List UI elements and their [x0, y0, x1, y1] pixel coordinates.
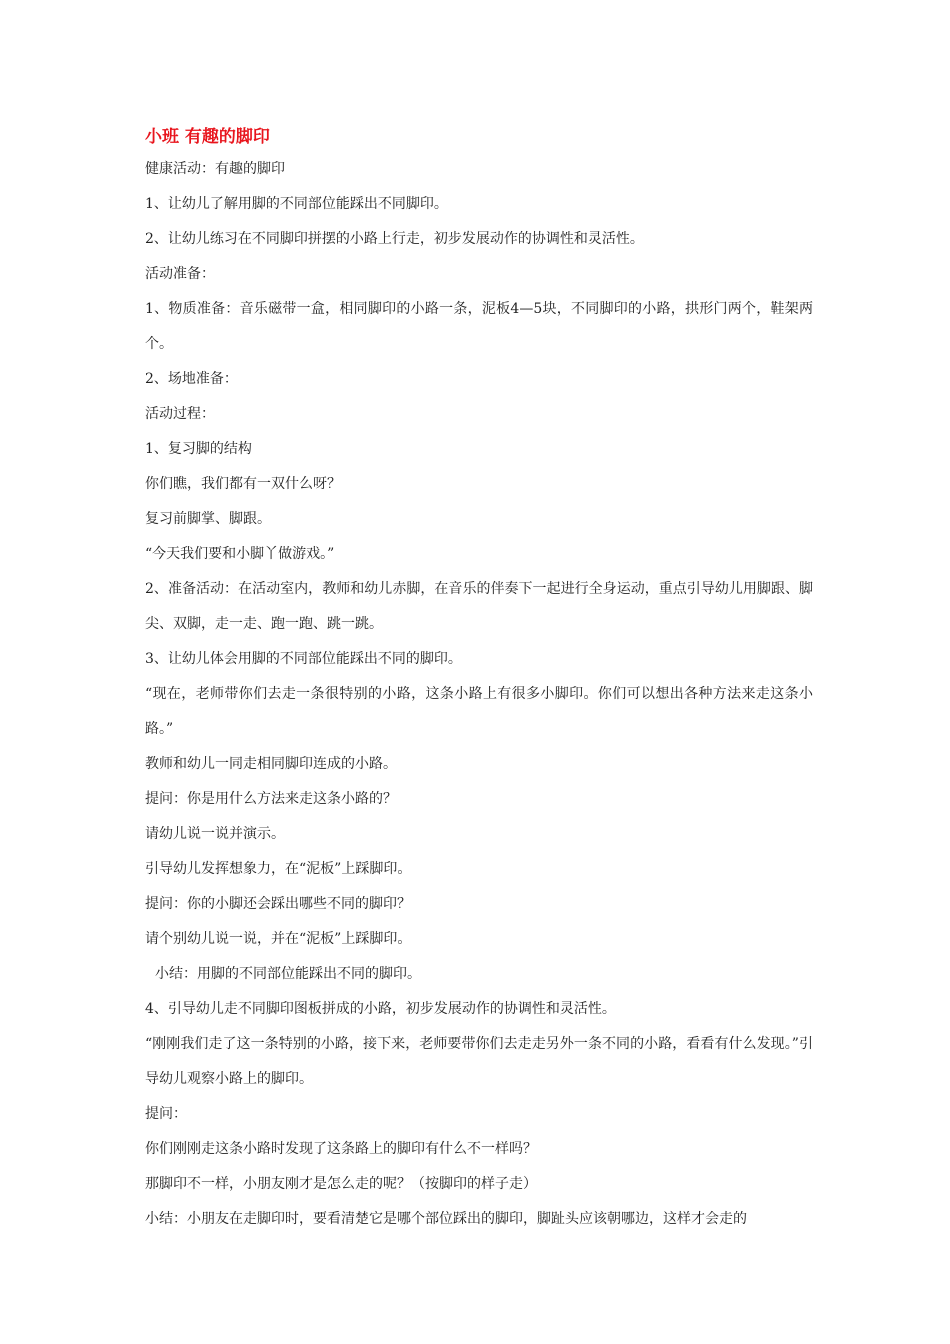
- paragraph-goal-1: 1、让幼儿了解用脚的不同部位能踩出不同脚印。: [145, 196, 448, 212]
- paragraph-review: 复习前脚掌、脚跟。: [145, 511, 271, 527]
- paragraph-goal-2: 2、让幼儿练习在不同脚印拼摆的小路上行走，初步发展动作的协调性和灵活性。: [145, 231, 644, 247]
- paragraph-summary-2: 小结：小朋友在走脚印时，要看清楚它是哪个部位踩出的脚印，脚趾头应该朝哪边，这样才会走的: [145, 1211, 747, 1227]
- paragraph-step-2: 2、准备活动：在活动室内，教师和幼儿赤脚，在音乐的伴奏下一起进行全身运动，重点引导幼儿用脚跟、脚尖、双脚，走一走、跑一跑、跳一跳。: [145, 581, 813, 632]
- paragraph-demonstrate: 请幼儿说一说并演示。: [145, 826, 285, 842]
- paragraph-quote-play: “今天我们要和小脚丫做游戏。”: [145, 546, 335, 562]
- paragraph-step-3: 3、让幼儿体会用脚的不同部位能踩出不同的脚印。: [145, 651, 462, 667]
- paragraph-walk-together: 教师和幼儿一同走相同脚印连成的小路。: [145, 756, 397, 772]
- paragraph-question-feet: 你们瞧，我们都有一双什么呀？: [145, 476, 341, 492]
- paragraph-activity-name: 健康活动：有趣的脚印: [145, 161, 285, 177]
- paragraph-quote-path: “现在，老师带你们去走一条很特别的小路，这条小路上有很多小脚印。你们可以想出各种方法来走这条小路。”: [145, 686, 813, 737]
- paragraph-material-preparation: 1、物质准备：音乐磁带一盒，相同脚印的小路一条，泥板4—5块，不同脚印的小路，拱形门两个，鞋架两个。: [145, 301, 813, 352]
- paragraph-quote-different-path: “刚刚我们走了这一条特别的小路，接下来，老师要带你们去走走另外一条不同的小路，看看有什么发现。”引导幼儿观察小路上的脚印。: [145, 1036, 813, 1087]
- paragraph-question-how-walk: 那脚印不一样，小朋友刚才是怎么走的呢？（按脚印的样子走）: [145, 1176, 537, 1192]
- paragraph-venue-preparation: 2、场地准备：: [145, 371, 238, 387]
- paragraph-step-4: 4、引导幼儿走不同脚印图板拼成的小路，初步发展动作的协调性和灵活性。: [145, 1001, 616, 1017]
- paragraph-question-heading: 提问：: [145, 1106, 187, 1122]
- paragraph-summary-1: 小结：用脚的不同部位能踩出不同的脚印。: [155, 966, 421, 982]
- document-body: [145, 122, 813, 1237]
- paragraph-question-footprints: 提问：你的小脚还会踩出哪些不同的脚印？: [145, 896, 411, 912]
- paragraph-question-different: 你们刚刚走这条小路时发现了这条路上的脚印有什么不一样吗？: [145, 1141, 537, 1157]
- paragraph-step-1: 1、复习脚的结构: [145, 441, 252, 457]
- paragraph-preparation-heading: 活动准备：: [145, 266, 215, 282]
- paragraph-imagination: 引导幼儿发挥想象力，在“泥板”上踩脚印。: [145, 861, 412, 877]
- document-title: 小班 有趣的脚印: [145, 127, 270, 147]
- paragraph-process-heading: 活动过程：: [145, 406, 215, 422]
- paragraph-individual: 请个别幼儿说一说，并在“泥板”上踩脚印。: [145, 931, 412, 947]
- paragraph-question-method: 提问：你是用什么方法来走这条小路的？: [145, 791, 397, 807]
